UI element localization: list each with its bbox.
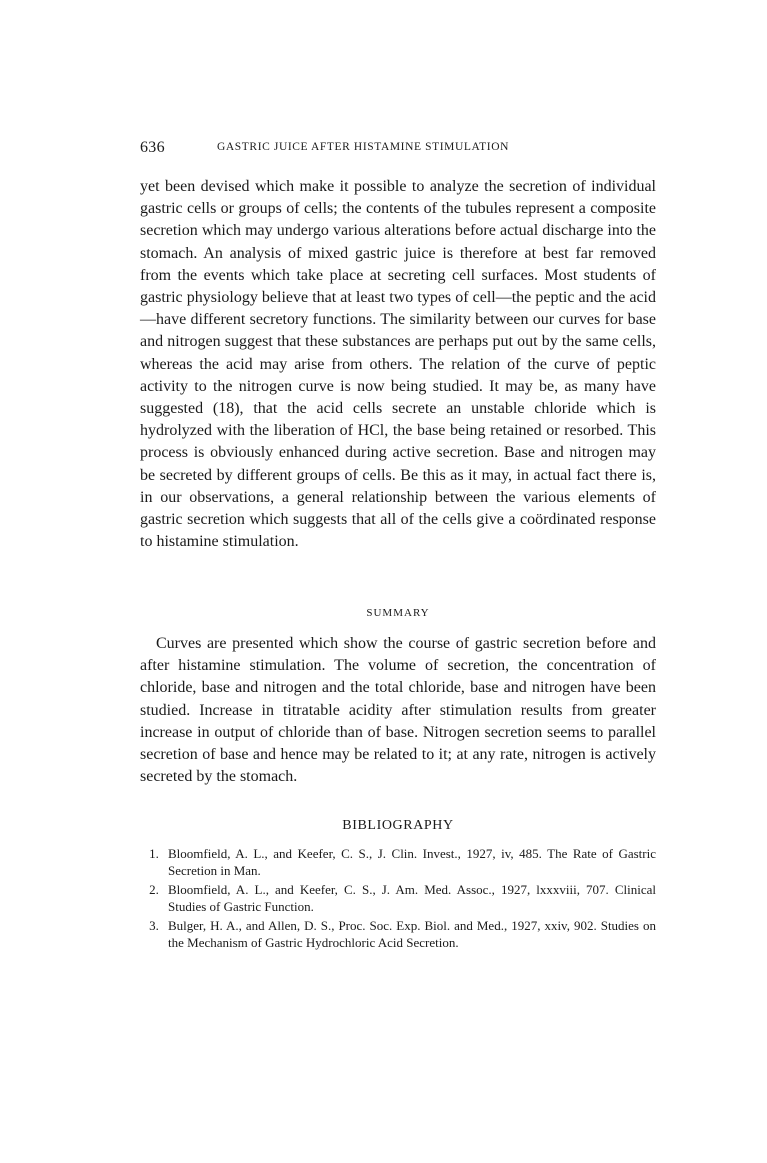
reference-text: Bloomfield, A. L., and Keefer, C. S., J. Clin. Invest., 1927, iv, 485. The Rate of Gastric Secretion in Man.	[168, 846, 656, 878]
bibliography-list	[140, 845, 656, 953]
body-paragraph: yet been devised which make it possible to analyze the secretion of individual gastric cells or groups of cells; the contents of the tubules represent a composite secretion which may undergo various alterations before actual discharge into the stomach. An analysis of mixed gastric juice is therefore at best far removed from the events which take place at secreting cell surfaces. Most students of gastric physiology believe that at least two types of cell—the peptic and the acid—have different secretory functions. The similarity between our curves for base and nitrogen suggest that these substances are perhaps put out by the same cells, whereas the acid may arise from others. The relation of the curve of peptic activity to the nitrogen curve is now being studied. It may be, as many have suggested (18), that the acid cells secrete an unstable chloride which is hydrolyzed with the liberation of HCl, the base being retained or resorbed. This process is obviously enhanced during active secretion. Base and nitrogen may be secreted by different groups of cells. Be this as it may, in actual fact there is, in our observations, a general relationship between the various elements of gastric secretion which suggests that all of the cells give a coördinated response to histamine stimulation.	[140, 178, 656, 551]
running-head: GASTRIC JUICE AFTER HISTAMINE STIMULATION	[217, 141, 510, 153]
reference-number: 3.	[149, 918, 159, 933]
reference-number: 1.	[149, 846, 159, 861]
page-header	[140, 139, 652, 161]
summary-heading: SUMMARY	[366, 607, 430, 619]
reference-text: Bloomfield, A. L., and Keefer, C. S., J. Am. Med. Assoc., 1927, lxxxviii, 707. Clinical Studies of Gastric Function.	[168, 882, 656, 914]
reference-text: Bulger, H. A., and Allen, D. S., Proc. Soc. Exp. Biol. and Med., 1927, xxiv, 902. Studies on the Mechanism of Gastric Hydrochloric Acid Secretion.	[168, 918, 656, 950]
summary-section	[140, 633, 656, 788]
bibliography-heading: BIBLIOGRAPHY	[342, 818, 454, 833]
reference-item	[140, 917, 656, 951]
reference-number: 2.	[149, 882, 159, 897]
page-number: 636	[140, 139, 165, 156]
body-text	[140, 176, 656, 553]
reference-item	[140, 845, 656, 879]
summary-paragraph: Curves are presented which show the course of gastric secretion before and after histamine stimulation. The volume of secretion, the concentration of chloride, base and nitrogen and the total chloride, base and nitrogen have been studied. Increase in titratable acidity after stimulation results from greater increase in output of chloride than of base. Nitrogen secretion seems to parallel secretion of base and hence may be related to it; at any rate, nitrogen is actively secreted by the stomach.	[140, 635, 656, 786]
reference-item	[140, 881, 656, 915]
